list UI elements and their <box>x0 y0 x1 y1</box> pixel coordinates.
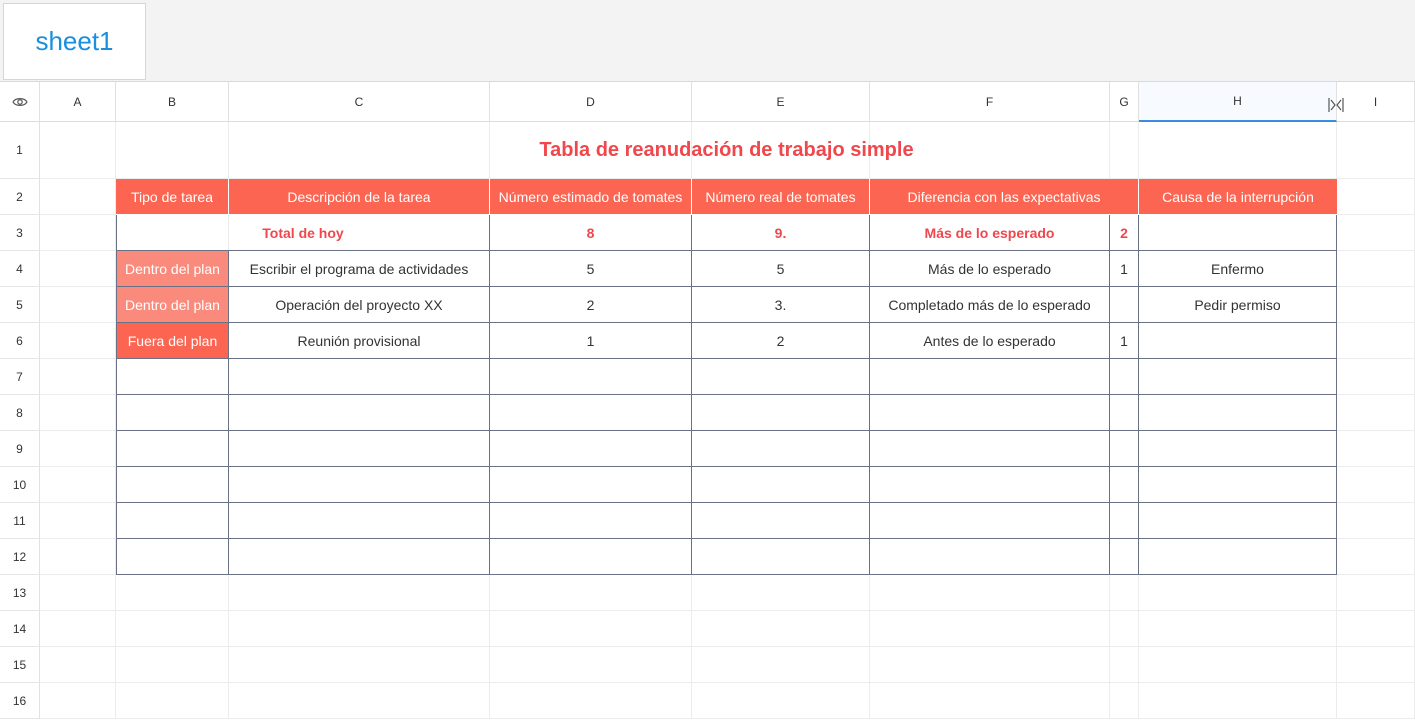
grid-cell[interactable] <box>40 647 116 683</box>
grid-cell[interactable] <box>229 683 490 719</box>
grid-cell[interactable] <box>40 683 116 719</box>
column-header-c[interactable]: C <box>229 82 490 122</box>
task-cause-cell[interactable] <box>1139 323 1337 359</box>
grid-cell[interactable] <box>692 503 870 539</box>
grid-cell[interactable] <box>40 251 116 287</box>
grid-cell[interactable] <box>490 611 692 647</box>
row-header[interactable]: 4 <box>0 251 40 287</box>
grid-cell[interactable] <box>1337 179 1415 215</box>
grid-cell[interactable] <box>490 503 692 539</box>
grid-cell[interactable] <box>116 359 229 395</box>
grid-cell[interactable] <box>1110 395 1139 431</box>
row-header[interactable]: 7 <box>0 359 40 395</box>
grid-cell[interactable] <box>692 611 870 647</box>
grid-cell[interactable] <box>229 467 490 503</box>
eye-icon <box>12 96 28 108</box>
grid-cell[interactable] <box>1110 431 1139 467</box>
row-header[interactable]: 9 <box>0 431 40 467</box>
grid-cell[interactable] <box>1110 503 1139 539</box>
task-description-cell[interactable]: Reunión provisional <box>229 323 490 359</box>
grid-cell[interactable] <box>490 431 692 467</box>
grid-cell[interactable] <box>692 431 870 467</box>
task-difference-cell[interactable]: Antes de lo esperado <box>870 323 1110 359</box>
column-header-i[interactable]: I <box>1337 82 1415 122</box>
total-diferencia-cell[interactable]: Más de lo esperado <box>870 215 1110 251</box>
grid-cell[interactable] <box>1139 539 1337 575</box>
grid-cell[interactable] <box>692 683 870 719</box>
row-header[interactable]: 1 <box>0 122 40 179</box>
grid-cell[interactable] <box>1337 575 1415 611</box>
grid-cell[interactable] <box>40 575 116 611</box>
collapse-columns-icon[interactable] <box>1326 95 1346 115</box>
task-type-cell[interactable]: Fuera del plan <box>116 323 229 359</box>
sheet-tab[interactable]: sheet1 <box>3 3 146 80</box>
row-header[interactable]: 14 <box>0 611 40 647</box>
header-diferencia[interactable]: Diferencia con las expectativas <box>870 179 1139 215</box>
grid-cell[interactable] <box>490 647 692 683</box>
grid-cell[interactable] <box>1110 575 1139 611</box>
task-actual-cell[interactable]: 3. <box>692 287 870 323</box>
row-header[interactable]: 2 <box>0 179 40 215</box>
grid-cell[interactable] <box>1337 215 1415 251</box>
task-g-cell[interactable]: 1 <box>1110 251 1139 287</box>
row-header[interactable]: 11 <box>0 503 40 539</box>
grid-cell[interactable] <box>116 431 229 467</box>
total-label-cell[interactable]: Total de hoy <box>116 215 490 251</box>
grid-cell[interactable] <box>40 611 116 647</box>
grid-cell[interactable] <box>116 611 229 647</box>
grid-cell[interactable] <box>40 359 116 395</box>
grid-cell[interactable] <box>116 575 229 611</box>
column-header-h[interactable]: H <box>1139 82 1337 122</box>
header-tipo-tarea[interactable]: Tipo de tarea <box>116 179 229 215</box>
grid-cell[interactable] <box>1139 611 1337 647</box>
grid-cell[interactable] <box>40 323 116 359</box>
grid-cell[interactable] <box>40 539 116 575</box>
grid-cell[interactable] <box>1139 395 1337 431</box>
grid-cell[interactable] <box>692 467 870 503</box>
column-header-e[interactable]: E <box>692 82 870 122</box>
task-estimated-cell[interactable]: 5 <box>490 251 692 287</box>
grid-cell[interactable] <box>229 503 490 539</box>
grid-cell[interactable] <box>1337 323 1415 359</box>
grid-cell[interactable] <box>40 215 116 251</box>
row-header[interactable]: 5 <box>0 287 40 323</box>
grid-cell[interactable] <box>1139 575 1337 611</box>
total-real-cell[interactable]: 9. <box>692 215 870 251</box>
grid-cell[interactable] <box>116 647 229 683</box>
grid-cell[interactable] <box>1139 503 1337 539</box>
column-header-a[interactable]: A <box>40 82 116 122</box>
grid-cell[interactable] <box>1337 395 1415 431</box>
task-actual-cell[interactable]: 2 <box>692 323 870 359</box>
grid-cell[interactable] <box>1110 467 1139 503</box>
grid-cell[interactable] <box>1110 647 1139 683</box>
grid-cell[interactable] <box>1337 467 1415 503</box>
grid-cell[interactable] <box>229 575 490 611</box>
task-g-cell[interactable]: 1 <box>1110 323 1139 359</box>
grid-cell[interactable] <box>490 395 692 431</box>
header-causa[interactable]: Causa de la interrupción <box>1139 179 1337 215</box>
column-header-b[interactable]: B <box>116 82 229 122</box>
grid-cell[interactable] <box>692 575 870 611</box>
grid-cell[interactable] <box>229 431 490 467</box>
grid-cell[interactable] <box>1139 359 1337 395</box>
row-header[interactable]: 8 <box>0 395 40 431</box>
header-estimado[interactable]: Número estimado de tomates <box>490 179 692 215</box>
grid-cell[interactable] <box>1139 647 1337 683</box>
header-descripcion[interactable]: Descripción de la tarea <box>229 179 490 215</box>
grid-cell[interactable] <box>1110 539 1139 575</box>
row-header[interactable]: 13 <box>0 575 40 611</box>
grid-cell[interactable] <box>1337 359 1415 395</box>
column-header-f[interactable]: F <box>870 82 1110 122</box>
task-description-cell[interactable]: Escribir el programa de actividades <box>229 251 490 287</box>
column-header-d[interactable]: D <box>490 82 692 122</box>
grid-cell[interactable] <box>870 575 1110 611</box>
grid-cell[interactable] <box>116 467 229 503</box>
header-real[interactable]: Número real de tomates <box>692 179 870 215</box>
task-estimated-cell[interactable]: 1 <box>490 323 692 359</box>
grid-cell[interactable] <box>490 467 692 503</box>
grid-cell[interactable] <box>1337 503 1415 539</box>
task-actual-cell[interactable]: 5 <box>692 251 870 287</box>
grid-cell[interactable] <box>1337 287 1415 323</box>
grid-cell[interactable] <box>40 395 116 431</box>
total-g-cell[interactable]: 2 <box>1110 215 1139 251</box>
grid-cell[interactable] <box>490 683 692 719</box>
grid-cell[interactable] <box>870 647 1110 683</box>
row-header[interactable]: 15 <box>0 647 40 683</box>
grid-cell[interactable] <box>870 611 1110 647</box>
grid-cell[interactable] <box>1110 683 1139 719</box>
visibility-toggle[interactable] <box>0 82 40 122</box>
grid-cell[interactable] <box>1337 431 1415 467</box>
grid-cell[interactable] <box>870 359 1110 395</box>
grid-cell[interactable] <box>40 503 116 539</box>
sheet-title[interactable]: Tabla de reanudación de trabajo simple <box>539 139 914 161</box>
task-type-cell[interactable]: Dentro del plan <box>116 251 229 287</box>
task-cause-cell[interactable]: Pedir permiso <box>1139 287 1337 323</box>
grid-cell[interactable] <box>870 539 1110 575</box>
row-header[interactable]: 6 <box>0 323 40 359</box>
grid-cell[interactable] <box>490 359 692 395</box>
grid-cell[interactable] <box>1337 251 1415 287</box>
total-causa-cell[interactable] <box>1139 215 1337 251</box>
grid-cell[interactable] <box>229 395 490 431</box>
task-description-cell[interactable]: Operación del proyecto XX <box>229 287 490 323</box>
grid-cell[interactable] <box>692 647 870 683</box>
grid-cell[interactable] <box>1139 431 1337 467</box>
row-header[interactable]: 3 <box>0 215 40 251</box>
grid-cell[interactable] <box>40 431 116 467</box>
row-header[interactable]: 12 <box>0 539 40 575</box>
grid-cell[interactable] <box>1337 647 1415 683</box>
task-difference-cell[interactable]: Completado más de lo esperado <box>870 287 1110 323</box>
grid-cell[interactable] <box>1337 539 1415 575</box>
grid-cell[interactable] <box>229 539 490 575</box>
total-estimado-cell[interactable]: 8 <box>490 215 692 251</box>
grid-cell[interactable] <box>40 122 116 179</box>
grid-cell[interactable] <box>1110 611 1139 647</box>
grid-cell[interactable] <box>490 575 692 611</box>
task-estimated-cell[interactable]: 2 <box>490 287 692 323</box>
row-header[interactable]: 10 <box>0 467 40 503</box>
grid-cell[interactable] <box>870 683 1110 719</box>
grid-cell[interactable] <box>40 287 116 323</box>
task-difference-cell[interactable]: Más de lo esperado <box>870 251 1110 287</box>
grid-cell[interactable] <box>116 395 229 431</box>
grid-cell[interactable] <box>229 611 490 647</box>
grid-cell[interactable] <box>490 539 692 575</box>
grid-cell[interactable] <box>870 431 1110 467</box>
grid-cell[interactable] <box>1139 683 1337 719</box>
sheet-tab-bar <box>0 0 1415 82</box>
grid-cell[interactable] <box>40 179 116 215</box>
task-g-cell[interactable] <box>1110 287 1139 323</box>
grid-cell[interactable] <box>692 395 870 431</box>
grid-cell[interactable] <box>692 359 870 395</box>
row-header[interactable]: 16 <box>0 683 40 719</box>
task-type-cell[interactable]: Dentro del plan <box>116 287 229 323</box>
grid-cell[interactable] <box>870 503 1110 539</box>
grid-cell[interactable] <box>692 539 870 575</box>
grid-cell[interactable] <box>1337 683 1415 719</box>
grid-cell[interactable] <box>1139 467 1337 503</box>
grid-cell[interactable] <box>1337 611 1415 647</box>
task-cause-cell[interactable]: Enfermo <box>1139 251 1337 287</box>
grid-cell[interactable] <box>116 539 229 575</box>
grid-cell[interactable] <box>870 395 1110 431</box>
grid-cell[interactable] <box>229 647 490 683</box>
column-header-g[interactable]: G <box>1110 82 1139 122</box>
grid-cell[interactable] <box>40 467 116 503</box>
grid-cell[interactable] <box>1110 359 1139 395</box>
grid-cell[interactable] <box>116 503 229 539</box>
grid-cell[interactable] <box>116 683 229 719</box>
grid-cell[interactable] <box>1337 122 1415 179</box>
grid-cell[interactable] <box>870 467 1110 503</box>
grid-cell[interactable] <box>229 359 490 395</box>
